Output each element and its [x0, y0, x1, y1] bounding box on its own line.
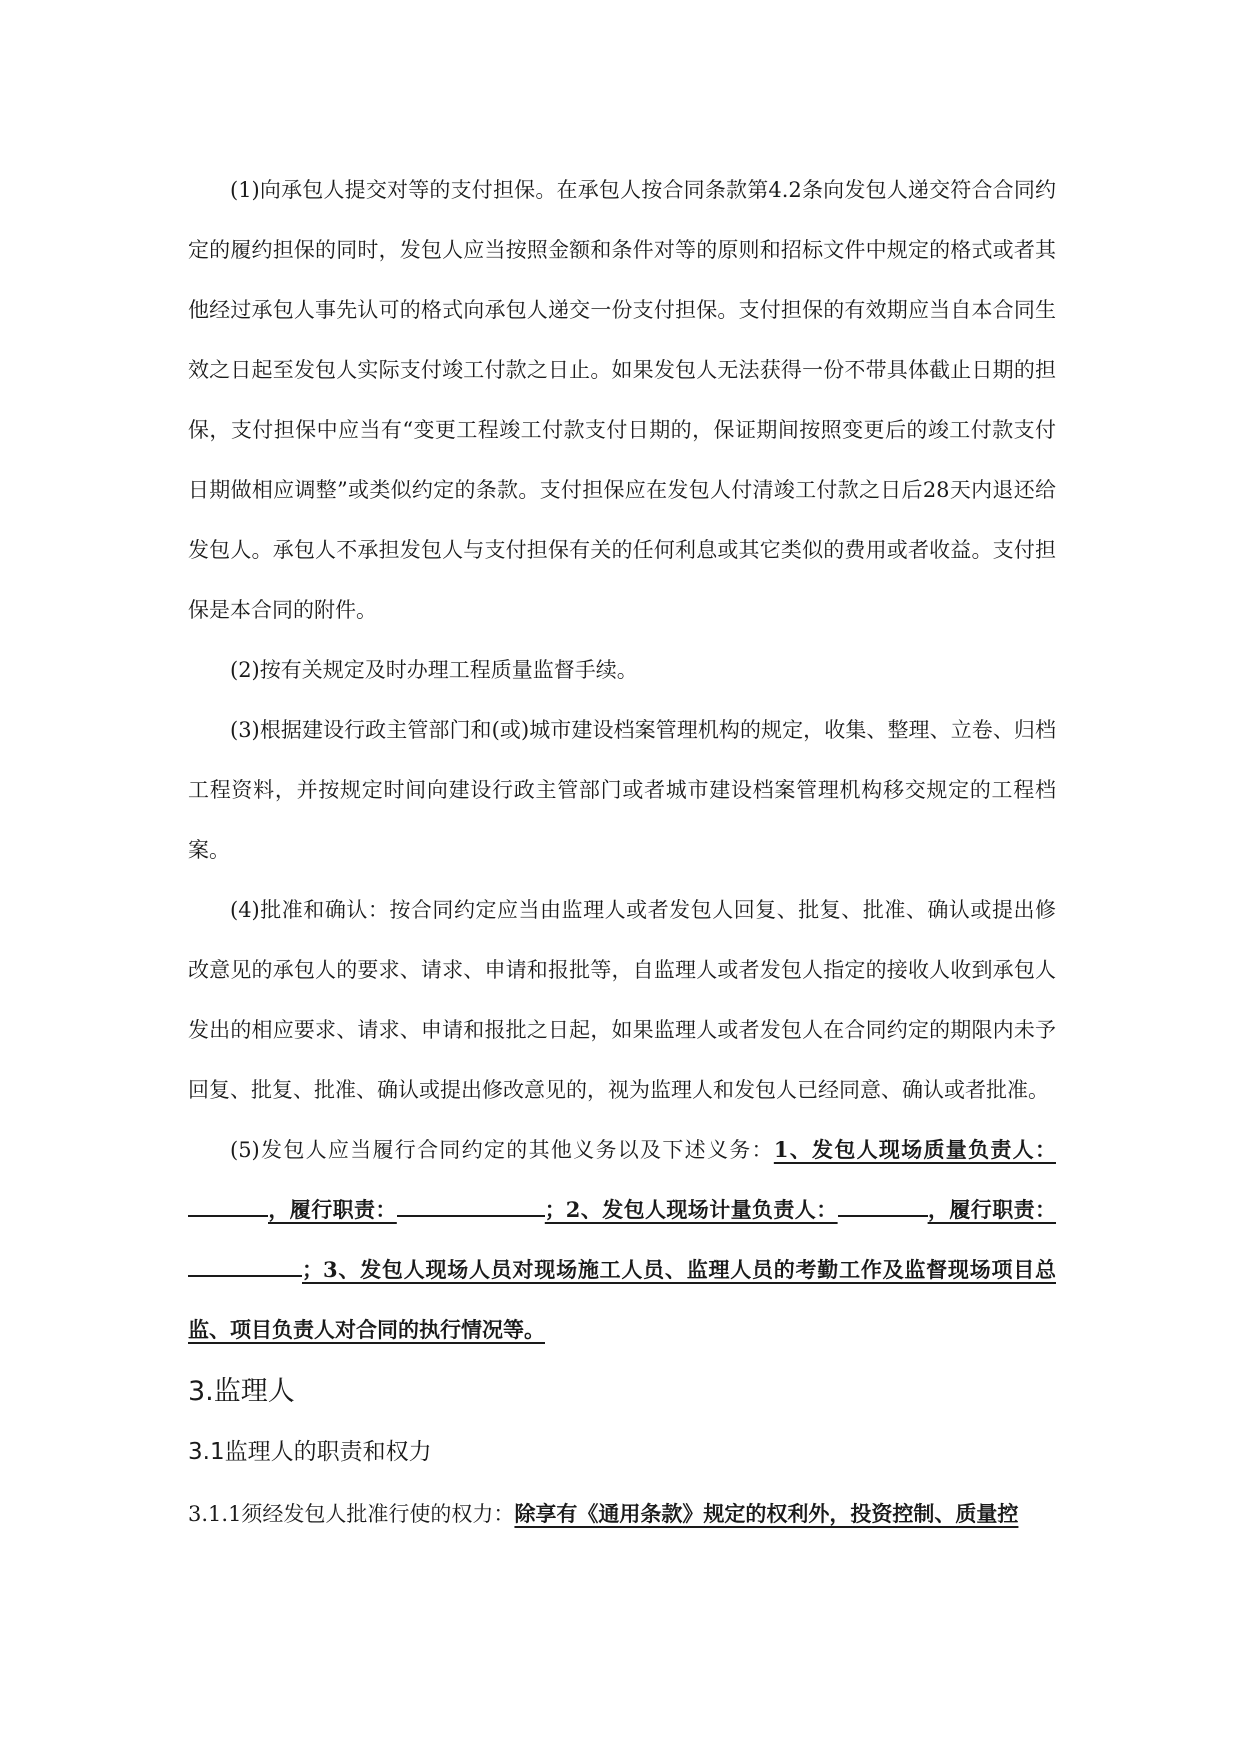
quality-manager-label: 1、发包人现场质量负责人： [773, 1137, 1056, 1162]
section-heading-supervisor: 3.监理人 [188, 1376, 295, 1407]
attendance-duty: ；3、发包人现场人员对现场施工人员、监理人员的考勤工作及监督现场项目总监、项目负责人对合同的执行情况等。 [188, 1257, 1056, 1342]
clause-bold-text: 除享有《通用条款》规定的权利外，投资控制、质量控 [514, 1501, 1019, 1526]
duty-label-2: ，履行职责： [927, 1197, 1057, 1222]
duty-label-1: ，履行职责： [268, 1197, 397, 1222]
duty-blank-1 [397, 1197, 545, 1217]
paragraph-quality-supervision: (2)按有关规定及时办理工程质量监督手续。 [230, 658, 638, 682]
obligations-detail [188, 1137, 1056, 1342]
obligations-lead: (5)发包人应当履行合同约定的其他义务以及下述义务： [230, 1138, 774, 1162]
clause-lead: 3.1.1须经发包人批准行使的权力： [188, 1502, 515, 1526]
paragraph-approval: (4)批准和确认：按合同约定应当由监理人或者发包人回复、批复、批准、确认或提出修改意见的承包人的要求、请求、申请和报批等，自监理人或者发包人指定的接收人收到承包人发出的相应要求、请求、申请和报批之日起，如果监理人或者发包人在合同约定的期限内未予回复、批复、批准、确认或提出修改意见的，视为监理人和发包人已经同意、确认或者批准。 [188, 898, 1056, 1102]
document-body [188, 160, 1056, 1544]
paragraph-payment-guarantee: (1)向承包人提交对等的支付担保。在承包人按合同条款第4.2条向发包人递交符合合同约定的履约担保的同时，发包人应当按照金额和条件对等的原则和招标文件中规定的格式或者其他经过承包人事先认可的格式向承包人递交一份支付担保。支付担保的有效期应当自本合同生效之日起至发包人实际支付竣工付款之日止。如果发包人无法获得一份不带具体截止日期的担保，支付担保中应当有“变更工程竣工付款支付日期的，保证期间按照变更后的竣工付款支付日期做相应调整”或类似约定的条款。支付担保应在发包人付清竣工付款之日后28天内退还给发包人。承包人不承担发包人与支付担保有关的任何利息或其它类似的费用或者收益。支付担保是本合同的附件。 [188, 178, 1056, 622]
measure-manager-blank [838, 1197, 928, 1217]
paragraph-other-obligations [188, 1120, 1056, 1360]
subsection-heading-supervisor-duties: 3.1监理人的职责和权力 [188, 1439, 432, 1465]
duty-blank-2 [188, 1257, 302, 1277]
measure-manager-label: ；2、发包人现场计量负责人： [544, 1197, 838, 1222]
paragraph-archives: (3)根据建设行政主管部门和(或)城市建设档案管理机构的规定，收集、整理、立卷、归档工程资料，并按规定时间向建设行政主管部门或者城市建设档案管理机构移交规定的工程档案。 [188, 718, 1056, 862]
quality-manager-blank [188, 1197, 268, 1217]
clause-3-1-1 [188, 1484, 1056, 1544]
